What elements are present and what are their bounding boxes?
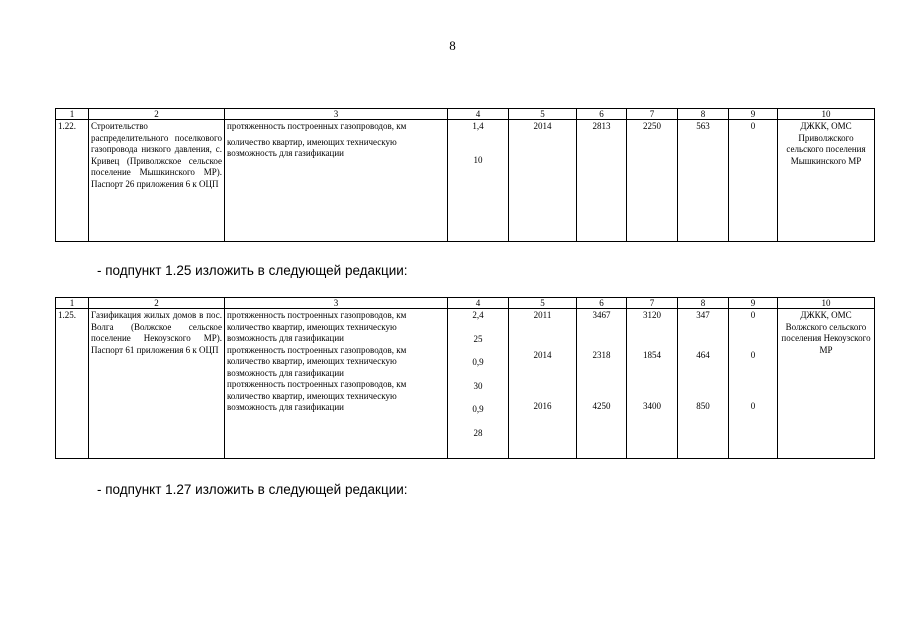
year-value: 2016 bbox=[533, 401, 552, 411]
value-flats: 30 bbox=[473, 380, 483, 391]
table-1-22 bbox=[55, 108, 875, 242]
column-header: 4 bbox=[448, 109, 509, 120]
col9-cell bbox=[729, 309, 778, 459]
column-header: 1 bbox=[56, 298, 89, 309]
year-value: 2014 bbox=[533, 349, 552, 360]
indicator-length: протяженность построенных газопроводов, км bbox=[227, 344, 407, 355]
column-header: 8 bbox=[678, 298, 729, 309]
value-flats: 28 bbox=[473, 427, 483, 438]
col8-cell bbox=[678, 309, 729, 459]
col6-cell bbox=[577, 309, 627, 459]
col8-value: 347 bbox=[696, 310, 710, 320]
responsible-cell: ДЖКК, ОМС Волжского сельского поселения Некоузского МР bbox=[778, 309, 875, 459]
column-header: 2 bbox=[89, 298, 225, 309]
column-header: 6 bbox=[577, 109, 627, 120]
year-cell: 2014 bbox=[509, 120, 577, 242]
indicator-flats: количество квартир, имеющих техническую возможность для газификации bbox=[227, 136, 397, 158]
instruction-text: - подпункт 1.27 изложить в следующей редакции: bbox=[97, 482, 408, 497]
indicators-cell bbox=[225, 120, 448, 242]
table-header-row bbox=[56, 298, 875, 309]
year-cell bbox=[509, 309, 577, 459]
column-header: 2 bbox=[89, 109, 225, 120]
indicators-cell bbox=[225, 309, 448, 459]
col8-value: 464 bbox=[696, 349, 710, 360]
col6-value: 4250 bbox=[592, 401, 611, 411]
column-header: 3 bbox=[225, 109, 448, 120]
column-header: 6 bbox=[577, 298, 627, 309]
col8-cell: 563 bbox=[678, 120, 729, 242]
column-header: 7 bbox=[627, 109, 678, 120]
col7-value: 3120 bbox=[643, 310, 661, 320]
column-header: 10 bbox=[778, 298, 875, 309]
col6-cell: 2813 bbox=[577, 120, 627, 242]
column-header: 5 bbox=[509, 109, 577, 120]
col9-value: 0 bbox=[750, 401, 756, 411]
indicator-flats: количество квартир, имеющих техническую возможность для газификации bbox=[227, 321, 397, 343]
table-row bbox=[56, 309, 875, 459]
value-length: 0,9 bbox=[472, 357, 484, 367]
responsible-cell: ДЖКК, ОМС Приволжского сельского поселения Мышкинского МР bbox=[778, 120, 875, 242]
column-header: 7 bbox=[627, 298, 678, 309]
col9-cell: 0 bbox=[729, 120, 778, 242]
year-value: 2011 bbox=[533, 310, 552, 320]
table-1-25 bbox=[55, 297, 875, 459]
column-header: 1 bbox=[56, 109, 89, 120]
indicator-length: протяженность построенных газопроводов, км bbox=[227, 121, 407, 131]
item-name: Строительство распределительного поселкового газопровода низкого давления, с. Кривец (Приволжское сельское поселение Мышкинского МР). Паспорт 26 приложения 6 к ОЦП bbox=[89, 120, 225, 242]
col7-cell bbox=[627, 309, 678, 459]
col6-value: 3467 bbox=[592, 310, 611, 320]
table-row bbox=[56, 120, 875, 242]
indicator-values-cell bbox=[448, 309, 509, 459]
value-flats: 25 bbox=[473, 333, 483, 344]
value-length: 2,4 bbox=[472, 310, 484, 320]
item-name: Газификация жилых домов в пос. Волга (Волжское сельское поселение Некоузского МР). Паспорт 61 приложения 6 к ОЦП bbox=[89, 309, 225, 459]
column-header: 5 bbox=[509, 298, 577, 309]
column-header: 9 bbox=[729, 298, 778, 309]
table-header-row bbox=[56, 109, 875, 120]
indicator-values-cell bbox=[448, 120, 509, 242]
column-header: 9 bbox=[729, 109, 778, 120]
instruction-text: - подпункт 1.25 изложить в следующей редакции: bbox=[97, 263, 408, 278]
item-number: 1.22. bbox=[56, 120, 89, 242]
col7-cell: 2250 bbox=[627, 120, 678, 242]
col6-value: 2318 bbox=[592, 349, 611, 360]
value-length: 0,9 bbox=[472, 404, 484, 414]
col8-value: 850 bbox=[696, 401, 710, 411]
value-length: 1,4 bbox=[472, 121, 484, 131]
col9-value: 0 bbox=[750, 349, 756, 360]
col9-value: 0 bbox=[750, 310, 756, 320]
value-flats: 10 bbox=[473, 154, 483, 165]
col7-value: 3400 bbox=[643, 401, 661, 411]
column-header: 4 bbox=[448, 298, 509, 309]
column-header: 3 bbox=[225, 298, 448, 309]
column-header: 10 bbox=[778, 109, 875, 120]
indicator-length: протяженность построенных газопроводов, км bbox=[227, 310, 407, 320]
indicator-flats: количество квартир, имеющих техническую возможность для газификации bbox=[227, 390, 397, 412]
column-header: 8 bbox=[678, 109, 729, 120]
indicator-flats: количество квартир, имеющих техническую возможность для газификации bbox=[227, 356, 397, 378]
col7-value: 1854 bbox=[643, 349, 661, 360]
item-number: 1.25. bbox=[56, 309, 89, 459]
page-number: 8 bbox=[449, 38, 456, 53]
indicator-length: протяженность построенных газопроводов, км bbox=[227, 379, 407, 389]
